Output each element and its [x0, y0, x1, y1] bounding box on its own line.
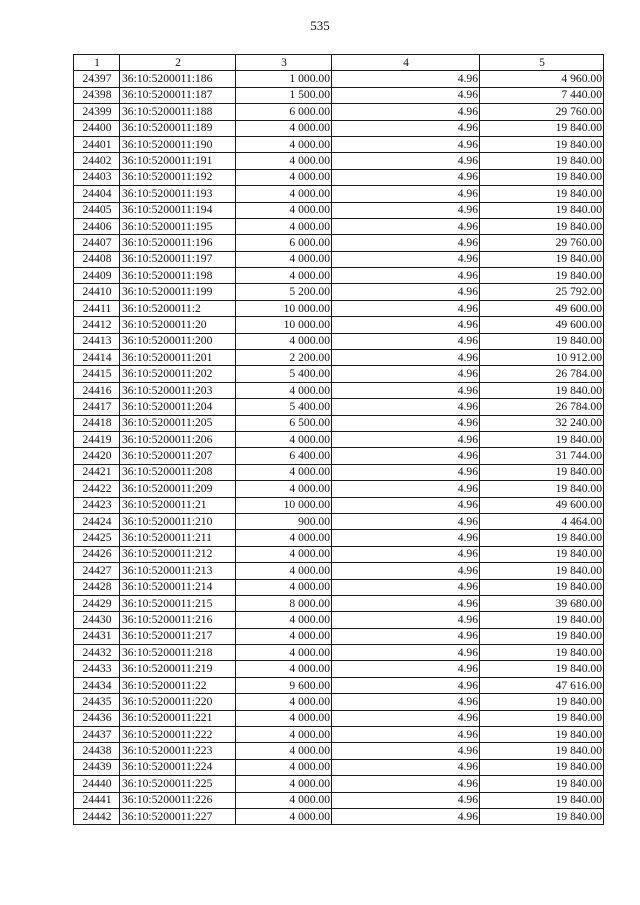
row-number-cell: 24435	[74, 694, 120, 710]
rate-cell: 4.96	[332, 104, 480, 120]
area-cell: 4 000.00	[236, 169, 332, 185]
rate-cell: 4.96	[332, 677, 480, 693]
rate-cell: 4.96	[332, 710, 480, 726]
page-number: 535	[310, 18, 330, 33]
cadastral-number-cell: 36:10:5200011:214	[120, 579, 236, 595]
table-body	[74, 71, 604, 825]
amount-cell: 19 840.00	[480, 628, 604, 644]
row-number-cell: 24422	[74, 481, 120, 497]
header-row	[74, 55, 604, 71]
row-number-cell: 24432	[74, 645, 120, 661]
amount-cell: 32 240.00	[480, 415, 604, 431]
area-cell: 5 400.00	[236, 366, 332, 382]
cadastral-number-cell: 36:10:5200011:189	[120, 120, 236, 136]
rate-cell: 4.96	[332, 743, 480, 759]
cadastral-number-cell: 36:10:5200011:201	[120, 350, 236, 366]
table-row	[74, 579, 604, 595]
cadastral-number-cell: 36:10:5200011:197	[120, 251, 236, 267]
amount-cell: 19 840.00	[480, 694, 604, 710]
table-row	[74, 333, 604, 349]
cadastral-number-cell: 36:10:5200011:221	[120, 710, 236, 726]
cadastral-number-cell: 36:10:5200011:200	[120, 333, 236, 349]
area-cell: 8 000.00	[236, 595, 332, 611]
amount-cell: 19 840.00	[480, 136, 604, 152]
cadastral-number-cell: 36:10:5200011:223	[120, 743, 236, 759]
column-header-1: 1	[74, 55, 120, 71]
amount-cell: 19 840.00	[480, 661, 604, 677]
rate-cell: 4.96	[332, 71, 480, 87]
table-row	[74, 186, 604, 202]
amount-cell: 19 840.00	[480, 153, 604, 169]
cadastral-number-cell: 36:10:5200011:217	[120, 628, 236, 644]
amount-cell: 49 600.00	[480, 300, 604, 316]
rate-cell: 4.96	[332, 251, 480, 267]
amount-cell: 19 840.00	[480, 776, 604, 792]
amount-cell: 19 840.00	[480, 464, 604, 480]
area-cell: 4 000.00	[236, 727, 332, 743]
rate-cell: 4.96	[332, 153, 480, 169]
area-cell: 900.00	[236, 513, 332, 529]
area-cell: 6 000.00	[236, 104, 332, 120]
area-cell: 4 000.00	[236, 333, 332, 349]
amount-cell: 19 840.00	[480, 251, 604, 267]
rate-cell: 4.96	[332, 120, 480, 136]
table-row	[74, 431, 604, 447]
row-number-cell: 24429	[74, 595, 120, 611]
table-row	[74, 464, 604, 480]
cadastral-number-cell: 36:10:5200011:188	[120, 104, 236, 120]
rate-cell: 4.96	[332, 431, 480, 447]
area-cell: 4 000.00	[236, 710, 332, 726]
area-cell: 4 000.00	[236, 661, 332, 677]
cadastral-number-cell: 36:10:5200011:225	[120, 776, 236, 792]
row-number-cell: 24397	[74, 71, 120, 87]
row-number-cell: 24415	[74, 366, 120, 382]
rate-cell: 4.96	[332, 350, 480, 366]
row-number-cell: 24399	[74, 104, 120, 120]
cadastral-number-cell: 36:10:5200011:219	[120, 661, 236, 677]
rate-cell: 4.96	[332, 759, 480, 775]
area-cell: 5 400.00	[236, 399, 332, 415]
row-number-cell: 24406	[74, 218, 120, 234]
cadastral-number-cell: 36:10:5200011:196	[120, 235, 236, 251]
row-number-cell: 24417	[74, 399, 120, 415]
row-number-cell: 24416	[74, 382, 120, 398]
cadastral-number-cell: 36:10:5200011:192	[120, 169, 236, 185]
table-row	[74, 120, 604, 136]
amount-cell: 25 792.00	[480, 284, 604, 300]
table-row	[74, 759, 604, 775]
table-row	[74, 792, 604, 808]
table-row	[74, 776, 604, 792]
column-header-5: 5	[480, 55, 604, 71]
area-cell: 4 000.00	[236, 612, 332, 628]
row-number-cell: 24418	[74, 415, 120, 431]
table-row	[74, 366, 604, 382]
row-number-cell: 24404	[74, 186, 120, 202]
row-number-cell: 24410	[74, 284, 120, 300]
row-number-cell: 24420	[74, 448, 120, 464]
area-cell: 4 000.00	[236, 268, 332, 284]
table-row	[74, 251, 604, 267]
table-row	[74, 546, 604, 562]
table-row	[74, 448, 604, 464]
row-number-cell: 24428	[74, 579, 120, 595]
table-row	[74, 300, 604, 316]
amount-cell: 19 840.00	[480, 120, 604, 136]
cadastral-number-cell: 36:10:5200011:193	[120, 186, 236, 202]
cadastral-number-cell: 36:10:5200011:227	[120, 808, 236, 824]
cadastral-number-cell: 36:10:5200011:215	[120, 595, 236, 611]
amount-cell: 49 600.00	[480, 317, 604, 333]
amount-cell: 19 840.00	[480, 530, 604, 546]
rate-cell: 4.96	[332, 628, 480, 644]
cadastral-number-cell: 36:10:5200011:218	[120, 645, 236, 661]
rate-cell: 4.96	[332, 661, 480, 677]
area-cell: 4 000.00	[236, 153, 332, 169]
area-cell: 4 000.00	[236, 546, 332, 562]
rate-cell: 4.96	[332, 235, 480, 251]
rate-cell: 4.96	[332, 694, 480, 710]
rate-cell: 4.96	[332, 448, 480, 464]
rate-cell: 4.96	[332, 546, 480, 562]
row-number-cell: 24423	[74, 497, 120, 513]
cadastral-number-cell: 36:10:5200011:187	[120, 87, 236, 103]
table-row	[74, 284, 604, 300]
rate-cell: 4.96	[332, 497, 480, 513]
table-row	[74, 268, 604, 284]
area-cell: 1 000.00	[236, 71, 332, 87]
rate-cell: 4.96	[332, 808, 480, 824]
row-number-cell: 24438	[74, 743, 120, 759]
cadastral-number-cell: 36:10:5200011:202	[120, 366, 236, 382]
area-cell: 4 000.00	[236, 530, 332, 546]
table-row	[74, 727, 604, 743]
amount-cell: 31 744.00	[480, 448, 604, 464]
column-header-3: 3	[236, 55, 332, 71]
table-row	[74, 104, 604, 120]
row-number-cell: 24440	[74, 776, 120, 792]
row-number-cell: 24437	[74, 727, 120, 743]
table-row	[74, 218, 604, 234]
rate-cell: 4.96	[332, 284, 480, 300]
table-row	[74, 136, 604, 152]
row-number-cell: 24424	[74, 513, 120, 529]
row-number-cell: 24412	[74, 317, 120, 333]
row-number-cell: 24427	[74, 563, 120, 579]
rate-cell: 4.96	[332, 415, 480, 431]
amount-cell: 19 840.00	[480, 186, 604, 202]
area-cell: 4 000.00	[236, 645, 332, 661]
area-cell: 4 000.00	[236, 202, 332, 218]
area-cell: 4 000.00	[236, 694, 332, 710]
rate-cell: 4.96	[332, 382, 480, 398]
rate-cell: 4.96	[332, 792, 480, 808]
rate-cell: 4.96	[332, 169, 480, 185]
table-row	[74, 481, 604, 497]
row-number-cell: 24408	[74, 251, 120, 267]
table-row	[74, 202, 604, 218]
table-row	[74, 661, 604, 677]
amount-cell: 19 840.00	[480, 431, 604, 447]
amount-cell: 19 840.00	[480, 546, 604, 562]
rate-cell: 4.96	[332, 317, 480, 333]
cadastral-number-cell: 36:10:5200011:220	[120, 694, 236, 710]
table-row	[74, 677, 604, 693]
amount-cell: 19 840.00	[480, 579, 604, 595]
table-row	[74, 513, 604, 529]
rate-cell: 4.96	[332, 595, 480, 611]
amount-cell: 4 464.00	[480, 513, 604, 529]
amount-cell: 19 840.00	[480, 792, 604, 808]
cadastral-number-cell: 36:10:5200011:205	[120, 415, 236, 431]
row-number-cell: 24433	[74, 661, 120, 677]
table-row	[74, 87, 604, 103]
area-cell: 9 600.00	[236, 677, 332, 693]
table-row	[74, 350, 604, 366]
table-row	[74, 743, 604, 759]
table-row	[74, 808, 604, 824]
rate-cell: 4.96	[332, 563, 480, 579]
area-cell: 4 000.00	[236, 136, 332, 152]
area-cell: 6 500.00	[236, 415, 332, 431]
amount-cell: 19 840.00	[480, 563, 604, 579]
rate-cell: 4.96	[332, 366, 480, 382]
amount-cell: 10 912.00	[480, 350, 604, 366]
cadastral-number-cell: 36:10:5200011:20	[120, 317, 236, 333]
table-header	[74, 55, 604, 71]
row-number-cell: 24442	[74, 808, 120, 824]
amount-cell: 19 840.00	[480, 612, 604, 628]
area-cell: 4 000.00	[236, 579, 332, 595]
amount-cell: 47 616.00	[480, 677, 604, 693]
cadastral-number-cell: 36:10:5200011:207	[120, 448, 236, 464]
amount-cell: 19 840.00	[480, 727, 604, 743]
row-number-cell: 24409	[74, 268, 120, 284]
area-cell: 4 000.00	[236, 792, 332, 808]
area-cell: 5 200.00	[236, 284, 332, 300]
cadastral-number-cell: 36:10:5200011:212	[120, 546, 236, 562]
cadastral-number-cell: 36:10:5200011:190	[120, 136, 236, 152]
rate-cell: 4.96	[332, 268, 480, 284]
table-row	[74, 645, 604, 661]
rate-cell: 4.96	[332, 645, 480, 661]
table-row	[74, 169, 604, 185]
cadastral-number-cell: 36:10:5200011:191	[120, 153, 236, 169]
cadastral-number-cell: 36:10:5200011:21	[120, 497, 236, 513]
amount-cell: 19 840.00	[480, 333, 604, 349]
area-cell: 6 000.00	[236, 235, 332, 251]
area-cell: 4 000.00	[236, 776, 332, 792]
amount-cell: 19 840.00	[480, 481, 604, 497]
amount-cell: 19 840.00	[480, 808, 604, 824]
rate-cell: 4.96	[332, 579, 480, 595]
cadastral-number-cell: 36:10:5200011:208	[120, 464, 236, 480]
area-cell: 4 000.00	[236, 481, 332, 497]
row-number-cell: 24407	[74, 235, 120, 251]
cadastral-number-cell: 36:10:5200011:210	[120, 513, 236, 529]
table-row	[74, 563, 604, 579]
amount-cell: 19 840.00	[480, 759, 604, 775]
table-row	[74, 317, 604, 333]
row-number-cell: 24426	[74, 546, 120, 562]
area-cell: 4 000.00	[236, 186, 332, 202]
area-cell: 10 000.00	[236, 317, 332, 333]
row-number-cell: 24431	[74, 628, 120, 644]
column-header-2: 2	[120, 55, 236, 71]
table-row	[74, 710, 604, 726]
area-cell: 4 000.00	[236, 218, 332, 234]
area-cell: 4 000.00	[236, 120, 332, 136]
row-number-cell: 24405	[74, 202, 120, 218]
cadastral-number-cell: 36:10:5200011:204	[120, 399, 236, 415]
amount-cell: 49 600.00	[480, 497, 604, 513]
table-row	[74, 71, 604, 87]
cadastral-table	[73, 54, 604, 825]
row-number-cell: 24439	[74, 759, 120, 775]
area-cell: 4 000.00	[236, 628, 332, 644]
rate-cell: 4.96	[332, 218, 480, 234]
cadastral-number-cell: 36:10:5200011:195	[120, 218, 236, 234]
row-number-cell: 24441	[74, 792, 120, 808]
cadastral-number-cell: 36:10:5200011:199	[120, 284, 236, 300]
rate-cell: 4.96	[332, 399, 480, 415]
row-number-cell: 24402	[74, 153, 120, 169]
amount-cell: 19 840.00	[480, 268, 604, 284]
cadastral-number-cell: 36:10:5200011:211	[120, 530, 236, 546]
area-cell: 4 000.00	[236, 464, 332, 480]
rate-cell: 4.96	[332, 513, 480, 529]
amount-cell: 39 680.00	[480, 595, 604, 611]
area-cell: 4 000.00	[236, 251, 332, 267]
row-number-cell: 24419	[74, 431, 120, 447]
row-number-cell: 24421	[74, 464, 120, 480]
area-cell: 4 000.00	[236, 743, 332, 759]
amount-cell: 19 840.00	[480, 382, 604, 398]
rate-cell: 4.96	[332, 186, 480, 202]
area-cell: 6 400.00	[236, 448, 332, 464]
rate-cell: 4.96	[332, 776, 480, 792]
amount-cell: 26 784.00	[480, 366, 604, 382]
rate-cell: 4.96	[332, 612, 480, 628]
table-row	[74, 415, 604, 431]
amount-cell: 19 840.00	[480, 710, 604, 726]
row-number-cell: 24413	[74, 333, 120, 349]
cadastral-number-cell: 36:10:5200011:186	[120, 71, 236, 87]
rate-cell: 4.96	[332, 727, 480, 743]
rate-cell: 4.96	[332, 87, 480, 103]
column-header-4: 4	[332, 55, 480, 71]
table-row	[74, 497, 604, 513]
amount-cell: 26 784.00	[480, 399, 604, 415]
row-number-cell: 24411	[74, 300, 120, 316]
area-cell: 2 200.00	[236, 350, 332, 366]
area-cell: 4 000.00	[236, 808, 332, 824]
rate-cell: 4.96	[332, 300, 480, 316]
rate-cell: 4.96	[332, 202, 480, 218]
amount-cell: 29 760.00	[480, 235, 604, 251]
cadastral-number-cell: 36:10:5200011:2	[120, 300, 236, 316]
row-number-cell: 24430	[74, 612, 120, 628]
amount-cell: 19 840.00	[480, 169, 604, 185]
area-cell: 4 000.00	[236, 759, 332, 775]
cadastral-number-cell: 36:10:5200011:209	[120, 481, 236, 497]
area-cell: 1 500.00	[236, 87, 332, 103]
cadastral-number-cell: 36:10:5200011:22	[120, 677, 236, 693]
amount-cell: 19 840.00	[480, 743, 604, 759]
amount-cell: 19 840.00	[480, 202, 604, 218]
rate-cell: 4.96	[332, 481, 480, 497]
cadastral-number-cell: 36:10:5200011:206	[120, 431, 236, 447]
amount-cell: 19 840.00	[480, 218, 604, 234]
area-cell: 10 000.00	[236, 497, 332, 513]
cadastral-number-cell: 36:10:5200011:216	[120, 612, 236, 628]
row-number-cell: 24434	[74, 677, 120, 693]
row-number-cell: 24400	[74, 120, 120, 136]
row-number-cell: 24425	[74, 530, 120, 546]
table-row	[74, 399, 604, 415]
cadastral-number-cell: 36:10:5200011:222	[120, 727, 236, 743]
amount-cell: 29 760.00	[480, 104, 604, 120]
table-row	[74, 530, 604, 546]
area-cell: 10 000.00	[236, 300, 332, 316]
cadastral-number-cell: 36:10:5200011:194	[120, 202, 236, 218]
rate-cell: 4.96	[332, 530, 480, 546]
row-number-cell: 24401	[74, 136, 120, 152]
row-number-cell: 24436	[74, 710, 120, 726]
amount-cell: 19 840.00	[480, 645, 604, 661]
amount-cell: 4 960.00	[480, 71, 604, 87]
table-row	[74, 628, 604, 644]
cadastral-number-cell: 36:10:5200011:226	[120, 792, 236, 808]
table-row	[74, 382, 604, 398]
area-cell: 4 000.00	[236, 382, 332, 398]
cadastral-number-cell: 36:10:5200011:198	[120, 268, 236, 284]
row-number-cell: 24398	[74, 87, 120, 103]
area-cell: 4 000.00	[236, 563, 332, 579]
table-row	[74, 235, 604, 251]
table-row	[74, 153, 604, 169]
row-number-cell: 24414	[74, 350, 120, 366]
cadastral-number-cell: 36:10:5200011:224	[120, 759, 236, 775]
cadastral-number-cell: 36:10:5200011:203	[120, 382, 236, 398]
area-cell: 4 000.00	[236, 431, 332, 447]
rate-cell: 4.96	[332, 136, 480, 152]
row-number-cell: 24403	[74, 169, 120, 185]
cadastral-number-cell: 36:10:5200011:213	[120, 563, 236, 579]
table-row	[74, 595, 604, 611]
amount-cell: 7 440.00	[480, 87, 604, 103]
rate-cell: 4.96	[332, 333, 480, 349]
rate-cell: 4.96	[332, 464, 480, 480]
table-row	[74, 694, 604, 710]
table-row	[74, 612, 604, 628]
